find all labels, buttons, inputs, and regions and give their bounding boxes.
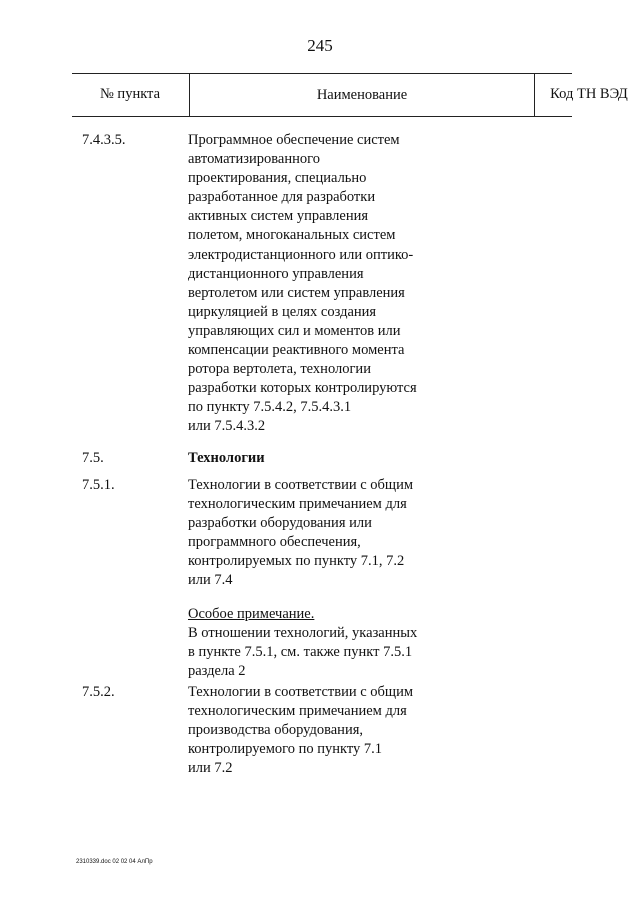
item-line: или 7.5.4.3.2: [188, 418, 266, 435]
item-line: технологическим примечанием для: [188, 496, 407, 513]
item-line: циркуляцией в целях создания: [188, 303, 377, 320]
header-col-code: Код ТН ВЭД: [550, 86, 628, 102]
note-line: в пункте 7.5.1, см. также пункт 7.5.1: [188, 643, 413, 660]
item-line: Программное обеспечение систем: [188, 132, 400, 148]
item-line: автоматизированного: [188, 151, 320, 168]
note-line: раздела 2: [188, 662, 246, 679]
item-line: активных систем управления: [188, 208, 369, 225]
item-line: Технологии в соответствии с общим: [188, 477, 414, 493]
item-line: проектирования, специально: [188, 170, 367, 187]
item-line: ротора вертолета, технологии: [188, 361, 371, 378]
item-line: компенсации реактивного момента: [188, 342, 405, 359]
page-number: 245: [307, 36, 333, 55]
item-line: или 7.4: [188, 572, 233, 589]
item-line: вертолетом или систем управления: [188, 284, 405, 301]
item-line: полетом, многоканальных систем: [188, 227, 396, 244]
item-line: разработки оборудования или: [188, 515, 372, 532]
note-line: В отношении технологий, указанных: [188, 624, 418, 641]
item-line: по пункту 7.5.4.2, 7.5.4.3.1: [188, 399, 352, 416]
item-line: разработанное для разработки: [188, 189, 376, 206]
item-line: технологическим примечанием для: [188, 703, 407, 720]
item-line: электродистанционного или оптико-: [188, 246, 414, 263]
item-number: 7.5.1.: [82, 477, 115, 493]
header-col-name: Наименование: [189, 74, 535, 116]
item-line: контролируемых по пункту 7.1, 7.2: [188, 553, 405, 570]
item-text: [188, 131, 463, 437]
footer-file-reference: 2310339.doc 02 02 04 АлПр: [76, 859, 153, 865]
item-line: Технологии в соответствии с общим: [188, 684, 414, 700]
item-line: контролируемого по пункту 7.1: [188, 741, 382, 758]
item-line: производства оборудования,: [188, 722, 363, 739]
section-title: Технологии: [188, 450, 265, 466]
table-header: [72, 73, 628, 117]
item-line: программного обеспечения,: [188, 534, 361, 551]
item-text: [188, 683, 463, 778]
item-number: 7.5.: [82, 450, 104, 466]
item-text: [188, 476, 463, 681]
item-line: дистанционного управления: [188, 265, 364, 282]
item-number: 7.5.2.: [82, 684, 115, 700]
special-note-heading: Особое примечание.: [188, 605, 315, 622]
header-col-number: № пункта: [99, 86, 161, 102]
item-line: управляющих сил и моментов или: [188, 322, 401, 339]
item-number: 7.4.3.5.: [82, 132, 126, 148]
item-line: разработки которых контролируются: [188, 380, 417, 397]
item-line: или 7.2: [188, 760, 233, 777]
